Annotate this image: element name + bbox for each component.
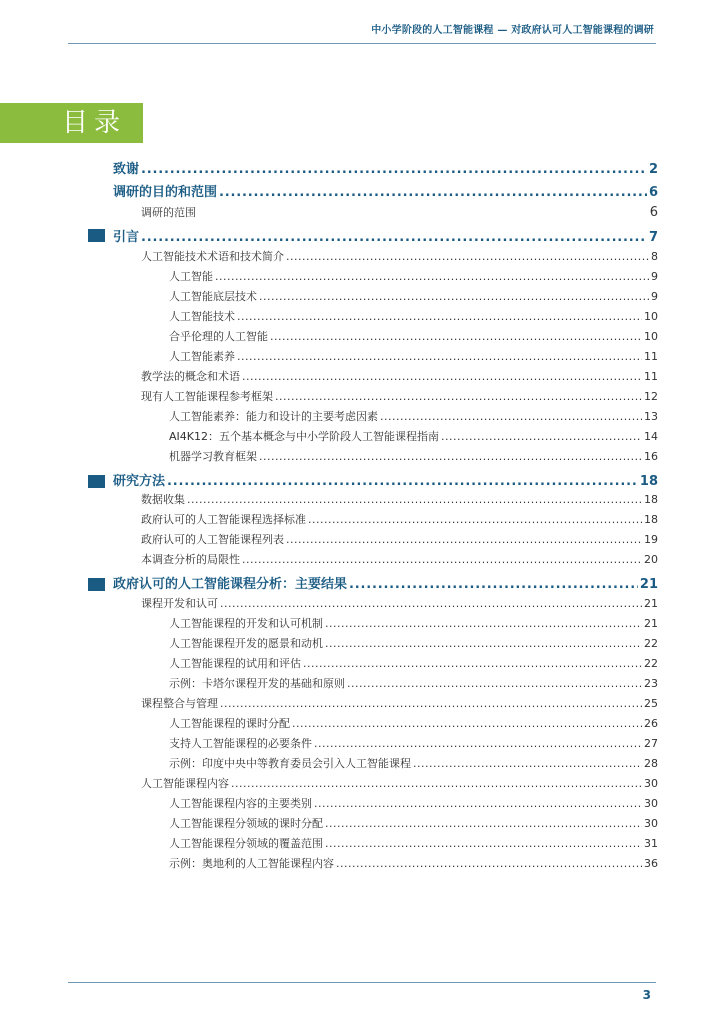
toc-entry-title: 人工智能课程开发的愿景和动机 (169, 637, 323, 650)
toc-entry[interactable] (169, 855, 658, 871)
toc-entry-title: 调研的范围 (141, 206, 196, 219)
dot-leader (237, 310, 642, 323)
dot-leader (231, 777, 642, 790)
toc-entry[interactable] (141, 248, 658, 264)
toc-entry[interactable] (141, 511, 658, 527)
dot-leader (314, 737, 642, 750)
toc-entry[interactable] (169, 715, 658, 731)
toc-entry-title: 人工智能课程的课时分配 (169, 717, 290, 730)
toc-entry-title: 课程整合与管理 (141, 697, 218, 710)
toc-entry-title: 人工智能课程的开发和认可机制 (169, 617, 323, 630)
dot-leader (286, 250, 649, 263)
toc-entry[interactable] (169, 428, 658, 444)
toc-entry-title: 支持人工智能课程的必要条件 (169, 737, 312, 750)
toc-entry[interactable] (169, 348, 658, 364)
toc-entry-page: 6 (649, 205, 658, 220)
toc-entry[interactable] (169, 308, 658, 324)
toc-entry-title: 人工智能 (169, 270, 213, 283)
toc-entry-page: 12 (644, 390, 658, 403)
toc-entry-page: 18 (644, 493, 658, 506)
toc-entry-title: 人工智能课程内容的主要类别 (169, 797, 312, 810)
toc-entry-title: 人工智能技术 (169, 310, 235, 323)
toc-entry-page: 18 (644, 513, 658, 526)
dot-leader (325, 817, 642, 830)
toc-entry[interactable] (169, 815, 658, 831)
toc-entry[interactable] (141, 695, 658, 711)
toc-entry-page: 28 (644, 757, 658, 770)
toc-entry-title: 本调查分析的局限性 (141, 553, 240, 566)
toc-entry[interactable] (113, 573, 658, 592)
toc-entry-page: 14 (644, 430, 658, 443)
toc-entry[interactable] (169, 835, 658, 851)
toc-entry-title: 人工智能技术术语和技术简介 (141, 250, 284, 263)
toc-entry-title: 人工智能课程分领域的课时分配 (169, 817, 323, 830)
toc-entry-title: 调研的目的和范围 (113, 185, 218, 200)
toc-entry-title: AI4K12：五个基本概念与中小学阶段人工智能课程指南 (169, 430, 439, 443)
toc-entry-page: 20 (644, 553, 658, 566)
dot-leader (308, 513, 642, 526)
section-marker (88, 229, 105, 242)
toc-entry-title: 合乎伦理的人工智能 (169, 330, 268, 343)
toc-entry-title: 示例：奥地利的人工智能课程内容 (169, 857, 334, 870)
running-header: 中小学阶段的人工智能课程 — 对政府认可人工智能课程的调研 (371, 25, 654, 36)
toc-entry[interactable] (113, 470, 658, 489)
section-marker (88, 578, 105, 591)
toc-entry-page: 19 (644, 533, 658, 546)
toc-entry-page: 6 (648, 185, 658, 200)
toc-entry-page: 30 (644, 777, 658, 790)
toc-entry-page: 21 (639, 577, 658, 592)
dot-leader (325, 837, 642, 850)
toc-entry[interactable] (113, 226, 658, 245)
toc-entry[interactable] (141, 595, 658, 611)
toc-entry-page: 11 (644, 350, 658, 363)
toc-entry[interactable] (141, 491, 658, 507)
toc-entry-title: 人工智能素养 (169, 350, 235, 363)
toc-entry-page: 25 (644, 697, 658, 710)
toc-entry-title: 人工智能素养：能力和设计的主要考虑因素 (169, 410, 378, 423)
toc-entry-title: 人工智能课程分领域的覆盖范围 (169, 837, 323, 850)
toc-entry-title: 引言 (113, 230, 140, 245)
toc-entry-title: 课程开发和认可 (141, 597, 218, 610)
toc-entry-page: 31 (644, 837, 658, 850)
dot-leader (286, 533, 642, 546)
dot-leader (303, 657, 642, 670)
dot-leader (215, 270, 649, 283)
toc-entry-page: 9 (651, 270, 658, 283)
toc-entry-page: 10 (644, 330, 658, 343)
dot-leader (349, 577, 638, 592)
toc-entry-page: 30 (644, 817, 658, 830)
dot-leader (270, 330, 642, 343)
toc-entry[interactable] (169, 675, 658, 691)
toc-entry-title: 致谢 (113, 162, 140, 177)
toc-entry-title: 人工智能底层技术 (169, 290, 257, 303)
toc-entry-page: 13 (644, 410, 658, 423)
toc-entry-title: 数据收集 (141, 493, 185, 506)
toc-entry-page: 30 (644, 797, 658, 810)
dot-leader (413, 757, 642, 770)
dot-leader (380, 410, 642, 423)
toc-entry[interactable] (169, 795, 658, 811)
toc-entry-page: 21 (644, 597, 658, 610)
dot-leader (325, 637, 642, 650)
dot-leader (259, 450, 642, 463)
toc-entry[interactable] (169, 735, 658, 751)
toc-entry-page: 2 (648, 162, 658, 177)
dot-leader (275, 390, 642, 403)
toc-entry-page: 22 (644, 637, 658, 650)
toc-entry-page: 9 (651, 290, 658, 303)
toc-entry-page: 7 (648, 230, 658, 245)
footer-divider (68, 982, 656, 983)
toc-entry-title: 现有人工智能课程参考框架 (141, 390, 273, 403)
dot-leader (167, 474, 638, 489)
toc-entry[interactable] (141, 551, 658, 567)
toc-entry-title: 政府认可的人工智能课程分析：主要结果 (113, 577, 348, 592)
dot-leader (219, 185, 647, 200)
toc-entry-page: 23 (644, 677, 658, 690)
toc-entry-title: 机器学习教育框架 (169, 450, 257, 463)
dot-leader (259, 290, 649, 303)
dot-leader (242, 553, 642, 566)
toc-entry[interactable] (141, 368, 658, 384)
toc-entry-page: 27 (644, 737, 658, 750)
toc-entry[interactable] (169, 268, 658, 284)
toc-entry-title: 示例：卡塔尔课程开发的基础和原则 (169, 677, 345, 690)
dot-leader (314, 797, 642, 810)
toc-entry[interactable] (169, 655, 658, 671)
toc-entry-title: 政府认可的人工智能课程列表 (141, 533, 284, 546)
toc-entry-title: 人工智能课程内容 (141, 777, 229, 790)
toc-entry-page: 10 (644, 310, 658, 323)
toc-entry[interactable] (141, 388, 658, 404)
page-number: 3 (642, 988, 651, 1002)
dot-leader (237, 350, 642, 363)
toc-entry[interactable] (113, 158, 658, 177)
dot-leader (141, 230, 647, 245)
dot-leader (187, 493, 642, 506)
dot-leader (347, 677, 642, 690)
toc-entry-page: 8 (651, 250, 658, 263)
dot-leader (325, 617, 642, 630)
toc-entry-title: 示例：印度中央中等教育委员会引入人工智能课程 (169, 757, 411, 770)
toc-entry-page: 16 (644, 450, 658, 463)
toc-entry[interactable] (169, 448, 658, 464)
toc-entry[interactable] (169, 755, 658, 771)
toc-entry-title: 政府认可的人工智能课程选择标准 (141, 513, 306, 526)
toc-entry[interactable] (169, 408, 658, 424)
toc-entry[interactable] (169, 615, 658, 631)
toc-entry[interactable] (169, 635, 658, 651)
toc-entry[interactable] (113, 181, 658, 200)
dot-leader (336, 857, 642, 870)
dot-leader (242, 370, 642, 383)
toc-entry[interactable] (141, 531, 658, 547)
section-marker (88, 475, 105, 488)
toc-entry-page: 22 (644, 657, 658, 670)
toc-entry-page: 11 (644, 370, 658, 383)
toc-entry-page: 21 (644, 617, 658, 630)
toc-entry-title: 研究方法 (113, 474, 166, 489)
toc-entry-title: 人工智能课程的试用和评估 (169, 657, 301, 670)
toc-entry[interactable] (169, 288, 658, 304)
toc-entry-title: 教学法的概念和术语 (141, 370, 240, 383)
dot-leader (292, 717, 642, 730)
dot-leader (220, 597, 642, 610)
toc-entry[interactable] (169, 328, 658, 344)
toc-entry-page: 18 (639, 474, 658, 489)
toc-entry[interactable] (141, 775, 658, 791)
dot-leader (220, 697, 642, 710)
toc-entry-page: 26 (644, 717, 658, 730)
dot-leader (141, 162, 647, 177)
toc-heading: 目录 (0, 103, 143, 143)
toc-entry-page: 36 (644, 857, 658, 870)
dot-leader (441, 430, 642, 443)
toc-entry[interactable] (141, 204, 658, 220)
header-divider (68, 43, 656, 44)
